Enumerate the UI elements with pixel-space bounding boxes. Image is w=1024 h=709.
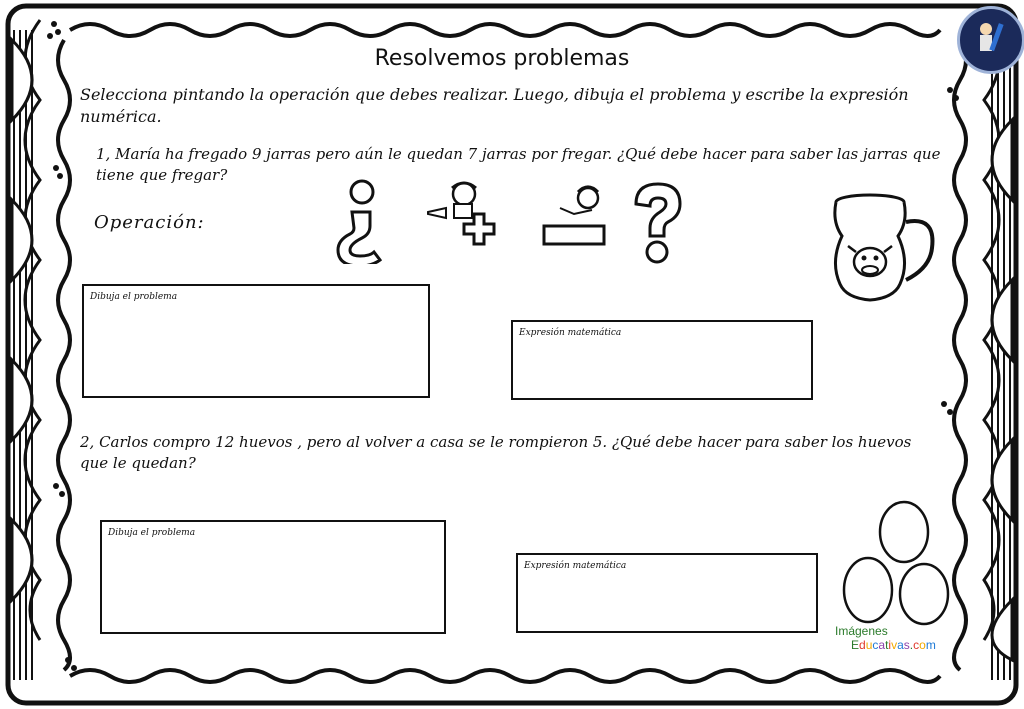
draw-problem-box-1[interactable] — [82, 284, 430, 398]
expression-label-1: Expresión matemática — [519, 328, 622, 338]
draw-problem-label-2: Dibuja el problema — [108, 528, 196, 538]
expression-box-2[interactable] — [516, 553, 818, 633]
question-1-text: 1, María ha fregado 9 jarras pero aún le quedan 7 jarras por fregar. ¿Qué debe hacer para saber las jarras que tiene que fregar? — [96, 145, 941, 184]
eggs-illustration — [840, 498, 952, 630]
brand-line-1: Imágenes — [835, 624, 888, 638]
brand-line-2: Educativas.com — [851, 638, 936, 652]
operation-label: Operación: — [94, 212, 205, 233]
expression-box-1[interactable] — [511, 320, 813, 400]
question-2-text: 2, Carlos compro 12 huevos , pero al volver a casa se le rompieron 5. ¿Qué debe hacer para saber los huevos que le quedan? — [80, 433, 912, 472]
page-title: Resolvemos problemas — [374, 46, 630, 71]
question-mark-icon[interactable] — [630, 182, 686, 266]
boy-with-minus-sign-icon[interactable] — [540, 184, 610, 250]
brand-logo — [835, 624, 975, 652]
girl-with-plus-sign-icon[interactable] — [422, 180, 498, 258]
draw-problem-label-1: Dibuja el problema — [90, 292, 178, 302]
instructions-text: Selecciona pintando la operación que debes realizar. Luego, dibuja el problema y escribe la expresión numérica. — [80, 85, 909, 126]
milk-jug-illustration — [828, 192, 940, 304]
expression-label-2: Expresión matemática — [524, 561, 627, 571]
inverted-question-mark-icon[interactable] — [334, 178, 390, 264]
draw-problem-box-2[interactable] — [100, 520, 446, 634]
